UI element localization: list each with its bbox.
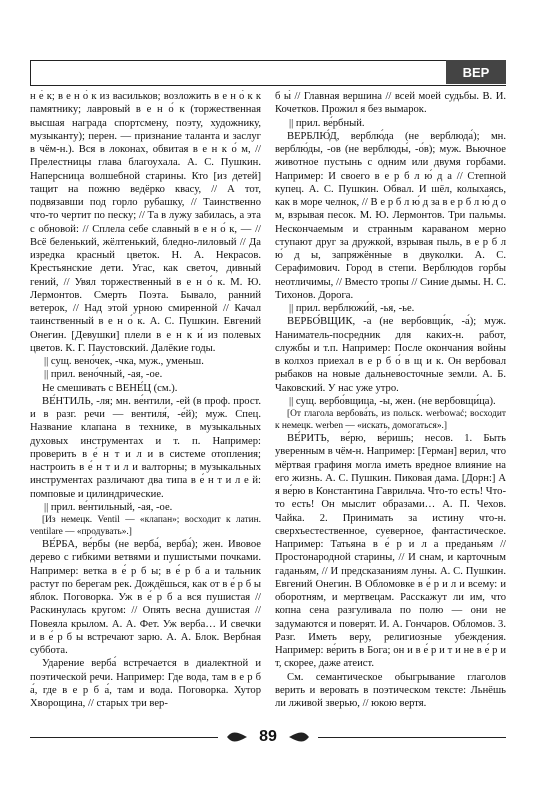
entry-derivative: || прил. ве́нтильный, -ая, -ое. [44, 501, 173, 513]
entry-text: ВЕ́РБА, ве́рбы (не верба́, верба́); жен. Ивовое дерево с гибкими ветвями и пушистыми почками. Например: ветка в е́ р б ы; в е́ р б а и тальник растут по берегам рек. Дождёшься, как от в е́ р б ы яблок. Поговорка. Уж в е́ р б а вся пушистая // Раскинулась кругом: // Опять весна душистая // Повеяла крылом. А. А. Фет. Уж верба… И свечки и в е́ р б ы встречают зарю. А. А. Блок. Вербная суббота. [30, 539, 261, 656]
entry-text: ВЕ́РИТЬ, ве́рю, ве́ришь; несов. 1. Быть уверенным в чём-н. Например: [Герман] верил, что мёртвая графиня могла иметь вредное влияние на его жизнь. А. С. Пушкин. Пиковая дама. [Дорн:] А я ве́рю в Константина Гаврильча. Что-то есть! Что-то есть! Он мыслит образами… А. П. Чехов. Чайка. 2. Принимать за истину что-н. сверхъестественное, суеверное, фантастическое. Например: Татьяна в е́ р и л а преданьям // Простонародной старины, // И снам, и карточным гаданьям, // И предсказаниям луны. А. С. Пушкин. Евгений Онегин. В Обломовке в е́ р и л и всему: и оборотням, и мертвецам. Расскажут ли им, что копна сена разгуливала по полю — они не задумаются и поверят. И. А. Гончаров. Обломов. 3. Разг. Иметь веру, религиозные убеждения. Например: ве́рить в Бога; он и в е́ р и т и не в е́ р и т, скорее, даже атеист. [275, 433, 506, 670]
left-column [30, 90, 261, 715]
entry-note: Не смешивать с ВЕНЕ́Ц (см.). [42, 382, 178, 394]
dictionary-columns [30, 90, 506, 715]
ornament-left-icon [226, 731, 248, 743]
entry-derivative: || прил. вено́чный, -ая, -ое. [44, 369, 163, 381]
entry-text: ВЕРБЛЮ́Д, верблю́да (не верблюда́); мн. верблю́ды, -ов (не верблюды́, -о́в); муж. Вьючное животное пустынь с одним или двумя горбами. Например: И своего в е р б л ю́ д а // Степной купец. А. С. Пушкин. Обвал. И шёл, колыхаясь, как в море челнок, // В е р б л ю́ д за в е р б л ю́ д о м, взрывая песок. М. Ю. Лермонтов. Три пальмы. Нескончаемым и странным караваном мерно ступают друг за дружкой, взрывая пыль, в е р б л ю́ д ы, запряжённые в двуколки. А. С. Серафимович. Город в степи. Верблюдов горбы неотличимы, // Вместо тропы // Синие дымы. Н. С. Тихонов. Дорога. [275, 130, 506, 301]
footer-rule-left [30, 737, 218, 738]
footer-rule-right [318, 737, 506, 738]
entry-derivative: || сущ. вербо́вщица, -ы, жен. (не вербовщи́ца). [289, 395, 496, 407]
entry-text: н е́ к; в е н о́ к из васильков; возложить в е н о́ к к памятнику; лавровый в е н о́ к (торжественная высшая награда спортсмену, поэту, художнику, музыканту); перен. — признание таланта и заслуг в чём-н.). Вся в локонах, обвитая в е н к о́ м, // Прелестницы глава благоухала. А. С. Пушкин. Наперсница волшебной старины. Кто [из детей] тащит на пожню ведёрко квасу, // А тот, подвязавши под горло рубашку, // Таинственно что-то чертит по песку; // Та в лужу забилась, а эта с обновой: // Сплела себе славный в е н о́ к, — // Всё беленький, жёлтенький, бледно-лиловый // Да изредка красный цветок. Н. А. Некрасов. Крестьянские дети. Угас, как светоч, дивный гений, // Увял торжественный в е н о́ к. М. Ю. Лермонтов. Смерть Поэта. Бывало, ранний ветерок, // Над этой урною смиренной // Качал таинственный в е н о́ к. А. С. Пушкин. Евгений Онегин. [Девушки] плели в е н к и́ из полевых цветов. К. Г. Паустовский. Далёкие годы. [30, 91, 261, 354]
entry-derivative: || прил. ве́рбный. [289, 117, 365, 129]
entry-text: ВЕ́НТИЛЬ, -ля; мн. ве́нтили, -ей (в проф. прост. и в разг. речи — вентиля́, -е́й); муж. Спец. Название клапана в технике, в музыкальных духовых инструментах и т. п. Например: проверить в е́ н т и л и в системе отопления; настроить в е́ н т и л и валторны; в музыкальных инструментах различают два типа в е́ н т и л е й: помповые и цилиндрические. [30, 395, 261, 500]
entry-note: См. семантическое обыгрывание глаголов верить и веровать в поэтическом тексте: Льнёшь ли лживой зверью, // юкою вертя. [275, 671, 506, 709]
right-column [275, 90, 506, 715]
entry-derivative: || прил. верблюжи́й, -ья, -ье. [289, 303, 415, 314]
entry-derivative: || сущ. вено́чек, -чка, муж., уменьш. [44, 356, 204, 367]
header-tab: ВЕР [446, 60, 506, 84]
entry-text: ВЕРБО́ВЩИК, -а (не вербовщи́к, -а́); муж. Наниматель-посредник для каких-н. работ, службы и т.п. Например: После окончания войны в колхоз приехал в е р б о́ в щ и к. Он вербовал рыбаков на новые дальневосточные земли. А. Б. Чаковский. У нас уже утро. [275, 316, 506, 394]
page-number: 89 [259, 728, 277, 745]
entry-etymology: [Из немецк. Ventil — «клапан»; восходит к латин. ventilare — «продувать».] [30, 515, 261, 537]
entry-text: б ы́ // Главная вершина // всей моей судьбы. В. И. Кочетков. Прожил я без вымарок. [275, 91, 506, 116]
page-footer [30, 726, 506, 748]
entry-etymology: [От глагола вербова́ть, из польск. werbować; восходит к немецк. werben — «искать, домогаться».] [275, 409, 506, 431]
ornament-right-icon [288, 731, 310, 743]
running-header [30, 60, 506, 86]
entry-note: Ударение верба́ встречается в диалектной и поэтической речи. Например: Где вода, там в е р б а́, где в е р б а́, там и вода. Поговорка. Хутор Хворощина, // старых три вер- [30, 658, 261, 709]
